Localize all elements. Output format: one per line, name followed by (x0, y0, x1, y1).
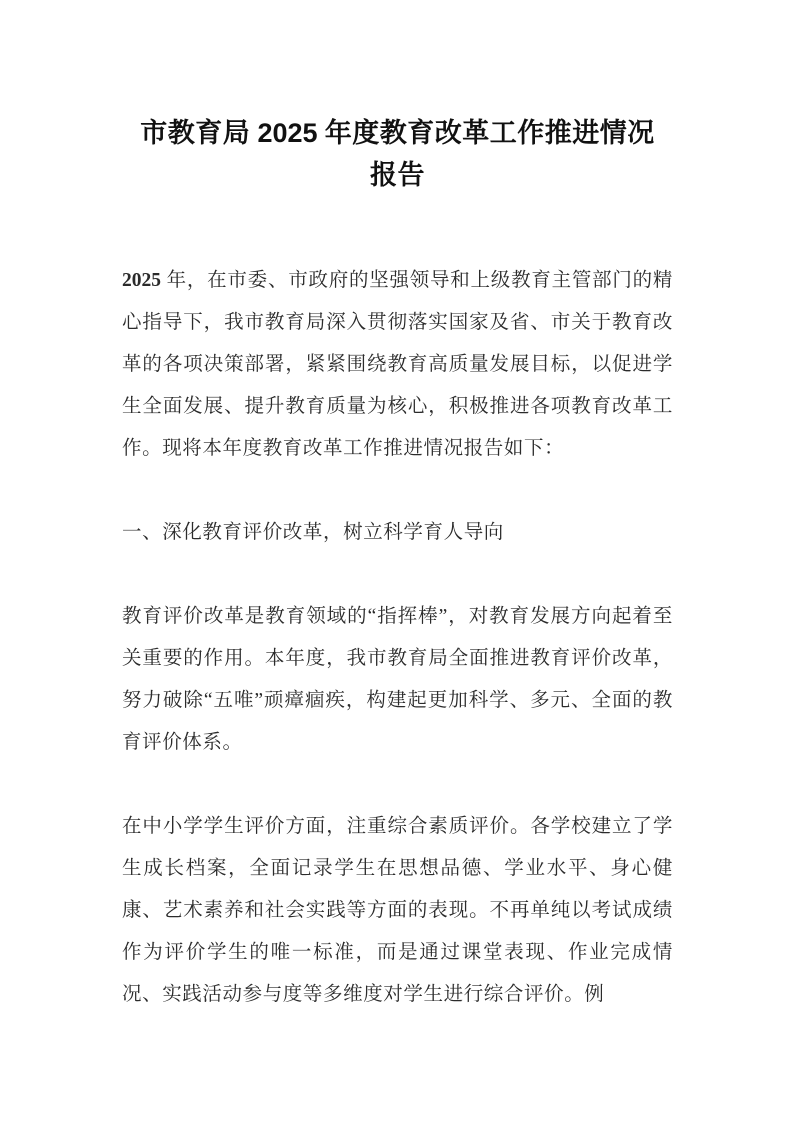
title-line-1: 市教育局 2025 年度教育改革工作推进情况 (140, 118, 655, 148)
document-body (122, 112, 673, 1016)
paragraph-intro: 2025 年，在市委、市政府的坚强领导和上级教育主管部门的精心指导下，我市教育局深入贯彻落实国家及省、市关于教育改革的各项决策部署，紧紧围绕教育高质量发展目标，以促进学生全面发展、提升教育质量为核心，积极推进各项教育改革工作。现将本年度教育改革工作推进情况报告如下： (122, 270, 673, 459)
paragraph-evaluation-reform: 教育评价改革是教育领域的“指挥棒”，对教育发展方向起着至关重要的作用。本年度，我市教育局全面推进教育评价改革，努力破除“五唯”顽瘴痼疾，构建起更加科学、多元、全面的教育评价体系。 (122, 606, 673, 753)
title-spacer (122, 196, 673, 260)
paragraph-student-evaluation: 在中小学学生评价方面，注重综合素质评价。各学校建立了学生成长档案，全面记录学生在思想品德、学业水平、身心健康、艺术素养和社会实践等方面的表现。不再单纯以考试成绩作为评价学生的唯一标准，而是通过课堂表现、作业完成情况、实践活动参与度等多维度对学生进行综合评价。例 (122, 816, 673, 1005)
section-heading-1: 一、深化教育评价改革，树立科学育人导向 (122, 522, 504, 543)
numeric-run: 2025 (122, 270, 161, 291)
numeric-run: 2025 (257, 118, 318, 148)
page-title (122, 112, 673, 196)
title-line-2: 报告 (370, 160, 425, 190)
